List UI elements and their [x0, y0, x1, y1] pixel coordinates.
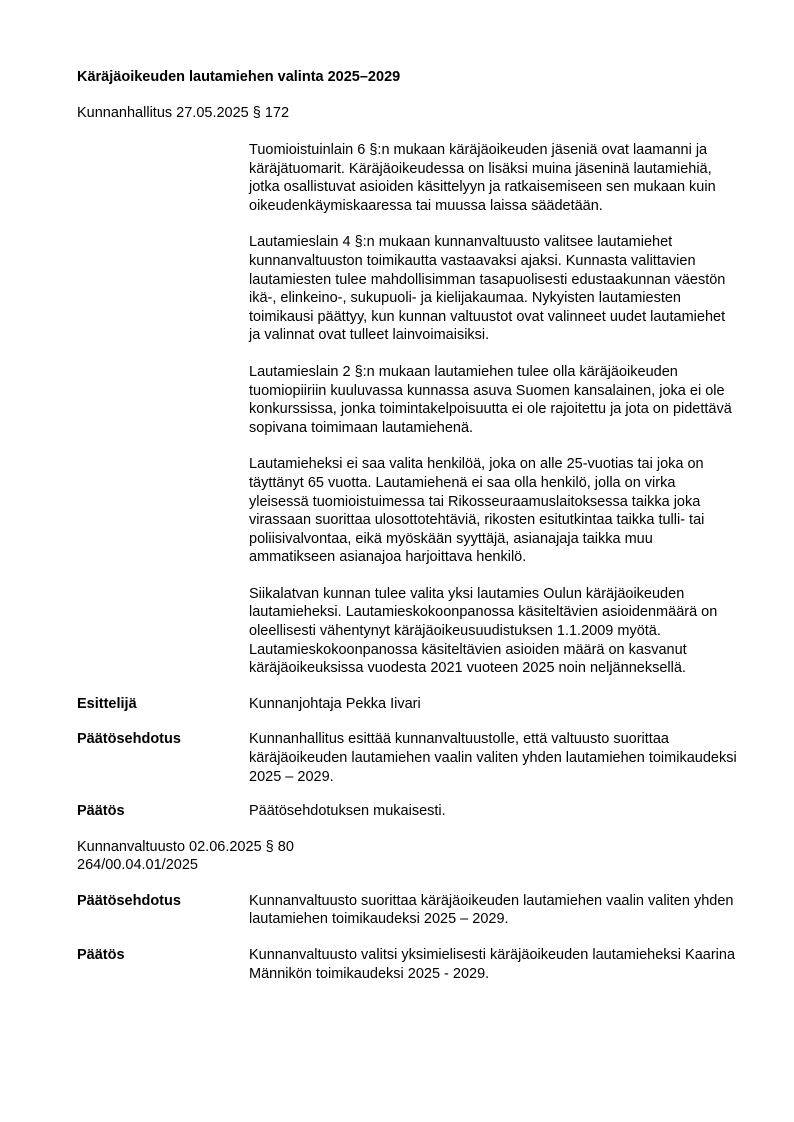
paragraph-tuomioistuinlaki: Tuomioistuinlain 6 §:n mukaan käräjäoikeuden jäseniä ovat laamanni ja käräjätuomarit. Käräjäoikeudessa on lisäksi muina jäseninä lautamiehiä, jotka osallistuvat asioiden käsittelyyn ja ratkaisemiseen sen mukaan kuin oikeudenkäymiskaaressa tai muussa laissa säädetään. [249, 142, 716, 214]
paragraph-eligibility: Lautamieheksi ei saa valita henkilöä, joka on alle 25-vuotias tai joka on täyttänyt 65 vuotta. Lautamiehenä ei saa olla henkilö, jolla on virka yleisessä tuomioistuimessa tai Rikosseuraamuslaitoksessa taikka joka virassaan suorittaa ulosottotehtäviä, rikosten esitutkintaa taikka tulli- tai poliisivalvontaa, eikä myöskään syyttäjä, asianajaja taikka muu ammatikseen asianajoa harjoittava henkilö. [249, 456, 705, 566]
document-title: Käräjäoikeuden lautamiehen valinta 2025–2029 [77, 69, 401, 85]
kv-decision-row [77, 946, 741, 983]
background-section [77, 141, 741, 678]
paragraph-lautamieslaki-2: Lautamieslain 2 §:n mukaan lautamiehen tulee olla käräjäoikeuden tuomiopiiriin kuuluvassa kunnassa asuva Suomen kansalainen, joka ei ole konkurssissa, jonka toimintakelpoisuutta ei ole rajoitettu ja jota on pidettävä sopivana toimimaan lautamiehenä. [249, 363, 732, 436]
kv-proposal-row [77, 892, 741, 929]
kh-proposal-label: Päätösehdotus [77, 731, 181, 748]
kv-decision-text: Kunnanvaltuusto valitsi yksimielisesti käräjäoikeuden lautamieheksi Kaarina Männikön toimikaudeksi 2025 - 2029. [249, 947, 736, 982]
kv-proposal-label: Päätösehdotus [77, 892, 181, 909]
paragraph-siikalatva: Siikalatvan kunnan tulee valita yksi lautamies Oulun käräjäoikeuden lautamieheksi. Lautamieskokoonpanossa käsiteltävien asioidenmäärä on oleellisesti vähentynyt käräjäoikeusuudistuksen 1.1.2009 myötä. Lautamieskokoonpanossa käsiteltävien asioiden määrä on kasvanut käräjäoikeuksissa vuodesta 2021 vuoteen 2025 noin neljänneksellä. [249, 585, 718, 677]
esittelija-label: Esittelijä [77, 695, 137, 712]
kunnanhallitus-reference: Kunnanhallitus 27.05.2025 § 172 [77, 105, 290, 121]
kh-proposal-row [77, 730, 741, 786]
kh-decision-row [77, 802, 741, 821]
esittelija-value: Kunnanjohtaja Pekka Iivari [249, 695, 421, 712]
kunnanvaltuusto-reference: Kunnanvaltuusto 02.06.2025 § 80 [77, 838, 294, 855]
record-number: 264/00.04.01/2025 [77, 856, 198, 873]
document-page [77, 68, 741, 983]
background-text [249, 141, 739, 678]
kh-decision-text: Päätösehdotuksen mukaisesti. [249, 803, 446, 820]
kv-decision-label: Päätös [77, 947, 125, 963]
esittelija-row [77, 695, 741, 714]
paragraph-lautamieslaki-4: Lautamieslain 4 §:n mukaan kunnanvaltuusto valitsee lautamiehet kunnanvaltuuston toimikautta vastaavaksi ajaksi. Kunnasta valittavien lautamiesten tulee mahdollisimman tasapuolisesti edustaakunnan väestön ikä-, elinkeino-, sukupuoli- ja kielijakaumaa. Nykyisten lautamiesten toimikausi päättyy, kun kunnan valtuustot ovat valinneet uudet lautamiehet ja valinnat ovat tulleet lainvoimaisiksi. [249, 234, 726, 344]
kh-decision-label: Päätös [77, 803, 125, 820]
kv-proposal-text: Kunnanvaltuusto suorittaa käräjäoikeuden lautamiehen vaalin valiten yhden lautamiehen toimikaudeksi 2025 – 2029. [249, 892, 734, 928]
kh-proposal-text: Kunnanhallitus esittää kunnanvaltuustolle, että valtuusto suorittaa käräjäoikeuden lautamiehen vaalin valiten yhden lautamiehen toimikaudeksi 2025 – 2029. [249, 731, 737, 785]
